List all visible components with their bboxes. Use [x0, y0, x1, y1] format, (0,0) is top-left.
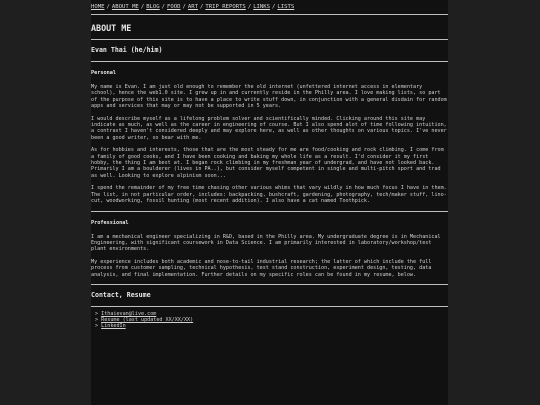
personal-section [91, 70, 448, 205]
nav-separator: / [200, 4, 204, 10]
top-nav [91, 3, 448, 11]
title-divider [91, 39, 448, 40]
contact-links [95, 311, 448, 330]
professional-section [91, 220, 448, 278]
personal-paragraph-3: As for hobbies and interests, those that are the most steady for me are food/cooking and rock climbing. I come from a family of good cooks, and I have been cooking and baking my whole life as a result. I'd consider it my first hobby, the thing I am best at. I began rock climbing in my freshman year of undergrad, and have not looked back. Primarily I am a boulderer (lives in PA..), but consider myself competent in single and multi-pitch sport and trad as well. Looking to explore alpinism soon... [91, 147, 444, 179]
nav-link-about-me[interactable]: ABOUT ME [111, 4, 139, 10]
nav-link-links[interactable]: LINKS [253, 4, 271, 10]
content [91, 0, 448, 330]
personal-heading: Personal [91, 70, 116, 76]
contact-divider [91, 306, 448, 307]
personal-paragraph-4: I spend the remainder of my free time chasing other various whims that vary wildly in how much focus I have in them. The list, in not particular order, includes: backpacking, bushcraft, gardening, photography, tech/maker stuff, lino-cut, woodworking, fossil hunting (most recent addition). I also have a cat named Toothpick. [91, 185, 447, 205]
email-link[interactable]: Ithaievan@live.com [101, 310, 157, 317]
list-item [95, 323, 448, 329]
nav-separator: / [247, 4, 252, 10]
nav-separator: / [140, 4, 145, 10]
nav-separator: / [272, 4, 276, 10]
page-title: ABOUT ME [91, 23, 132, 33]
contact-heading: Contact, Resume [91, 290, 151, 299]
professional-paragraph-2: My experience includes both academic and nose-to-tail industrial research; the latter of which include the full process from customer sampling, technical hypothesis, test stand construction, experiment design, testing, data analysis, and final implementation. Further details on my specific roles can be found in my resume, below. [91, 258, 432, 278]
nav-link-art[interactable]: ART [187, 4, 199, 10]
contact-section [91, 291, 448, 330]
personal-paragraph-1: My name is Evan. I am just old enough to remember the old internet (unfettered internet access in elementary school), hence the web1.0 site. I grew up in and currently reside in the Philly area. I love making lists, so part of the purpose of this site is to have a place to write stuff down, in conjunction with a general disdain for random apps and services that may or may not be supported in 5 years. [91, 84, 447, 110]
nav-link-home[interactable]: HOME [91, 4, 105, 10]
personal-paragraph-2: I would describe myself as a lifelong problem solver and scientifically minded. Clicking around this site may indicate as much, as well as the career in engineering of course. But I also spend alot of time following intuition, a contrast I haven't considered deeply and may explore here, as well as other thoughts on various topics. I've never been a good writer, so bear with me. [91, 115, 447, 141]
nav-separator: / [161, 4, 166, 10]
nav-link-food[interactable]: FOOD [167, 4, 181, 10]
nav-link-lists[interactable]: LISTS [277, 4, 295, 10]
personal-divider [91, 211, 448, 212]
page-container [91, 0, 448, 405]
nav-separator: / [182, 4, 186, 10]
resume-link[interactable]: Resume (last updated XX/XX/XX) [101, 317, 194, 324]
name-divider [91, 61, 448, 62]
nav-link-trip-reports[interactable]: TRIP REPORTS [205, 4, 246, 10]
name-heading: Evan Thai (he/him) [91, 46, 163, 54]
professional-heading: Professional [91, 219, 129, 226]
professional-paragraph-1: I am a mechanical engineer specializing in R&D, based in the Philly area. My undergraduate degree is in Mechanical Engineering, with significant coursework in Data Science. I am primarily interested in laboratory/workshop/test plant environments. [91, 233, 441, 253]
professional-divider [91, 284, 448, 285]
nav-link-blog[interactable]: BLOG [146, 4, 160, 10]
nav-separator: / [106, 4, 110, 10]
linkedin-link[interactable]: LinkedIn [101, 323, 126, 330]
nav-divider [91, 14, 448, 15]
